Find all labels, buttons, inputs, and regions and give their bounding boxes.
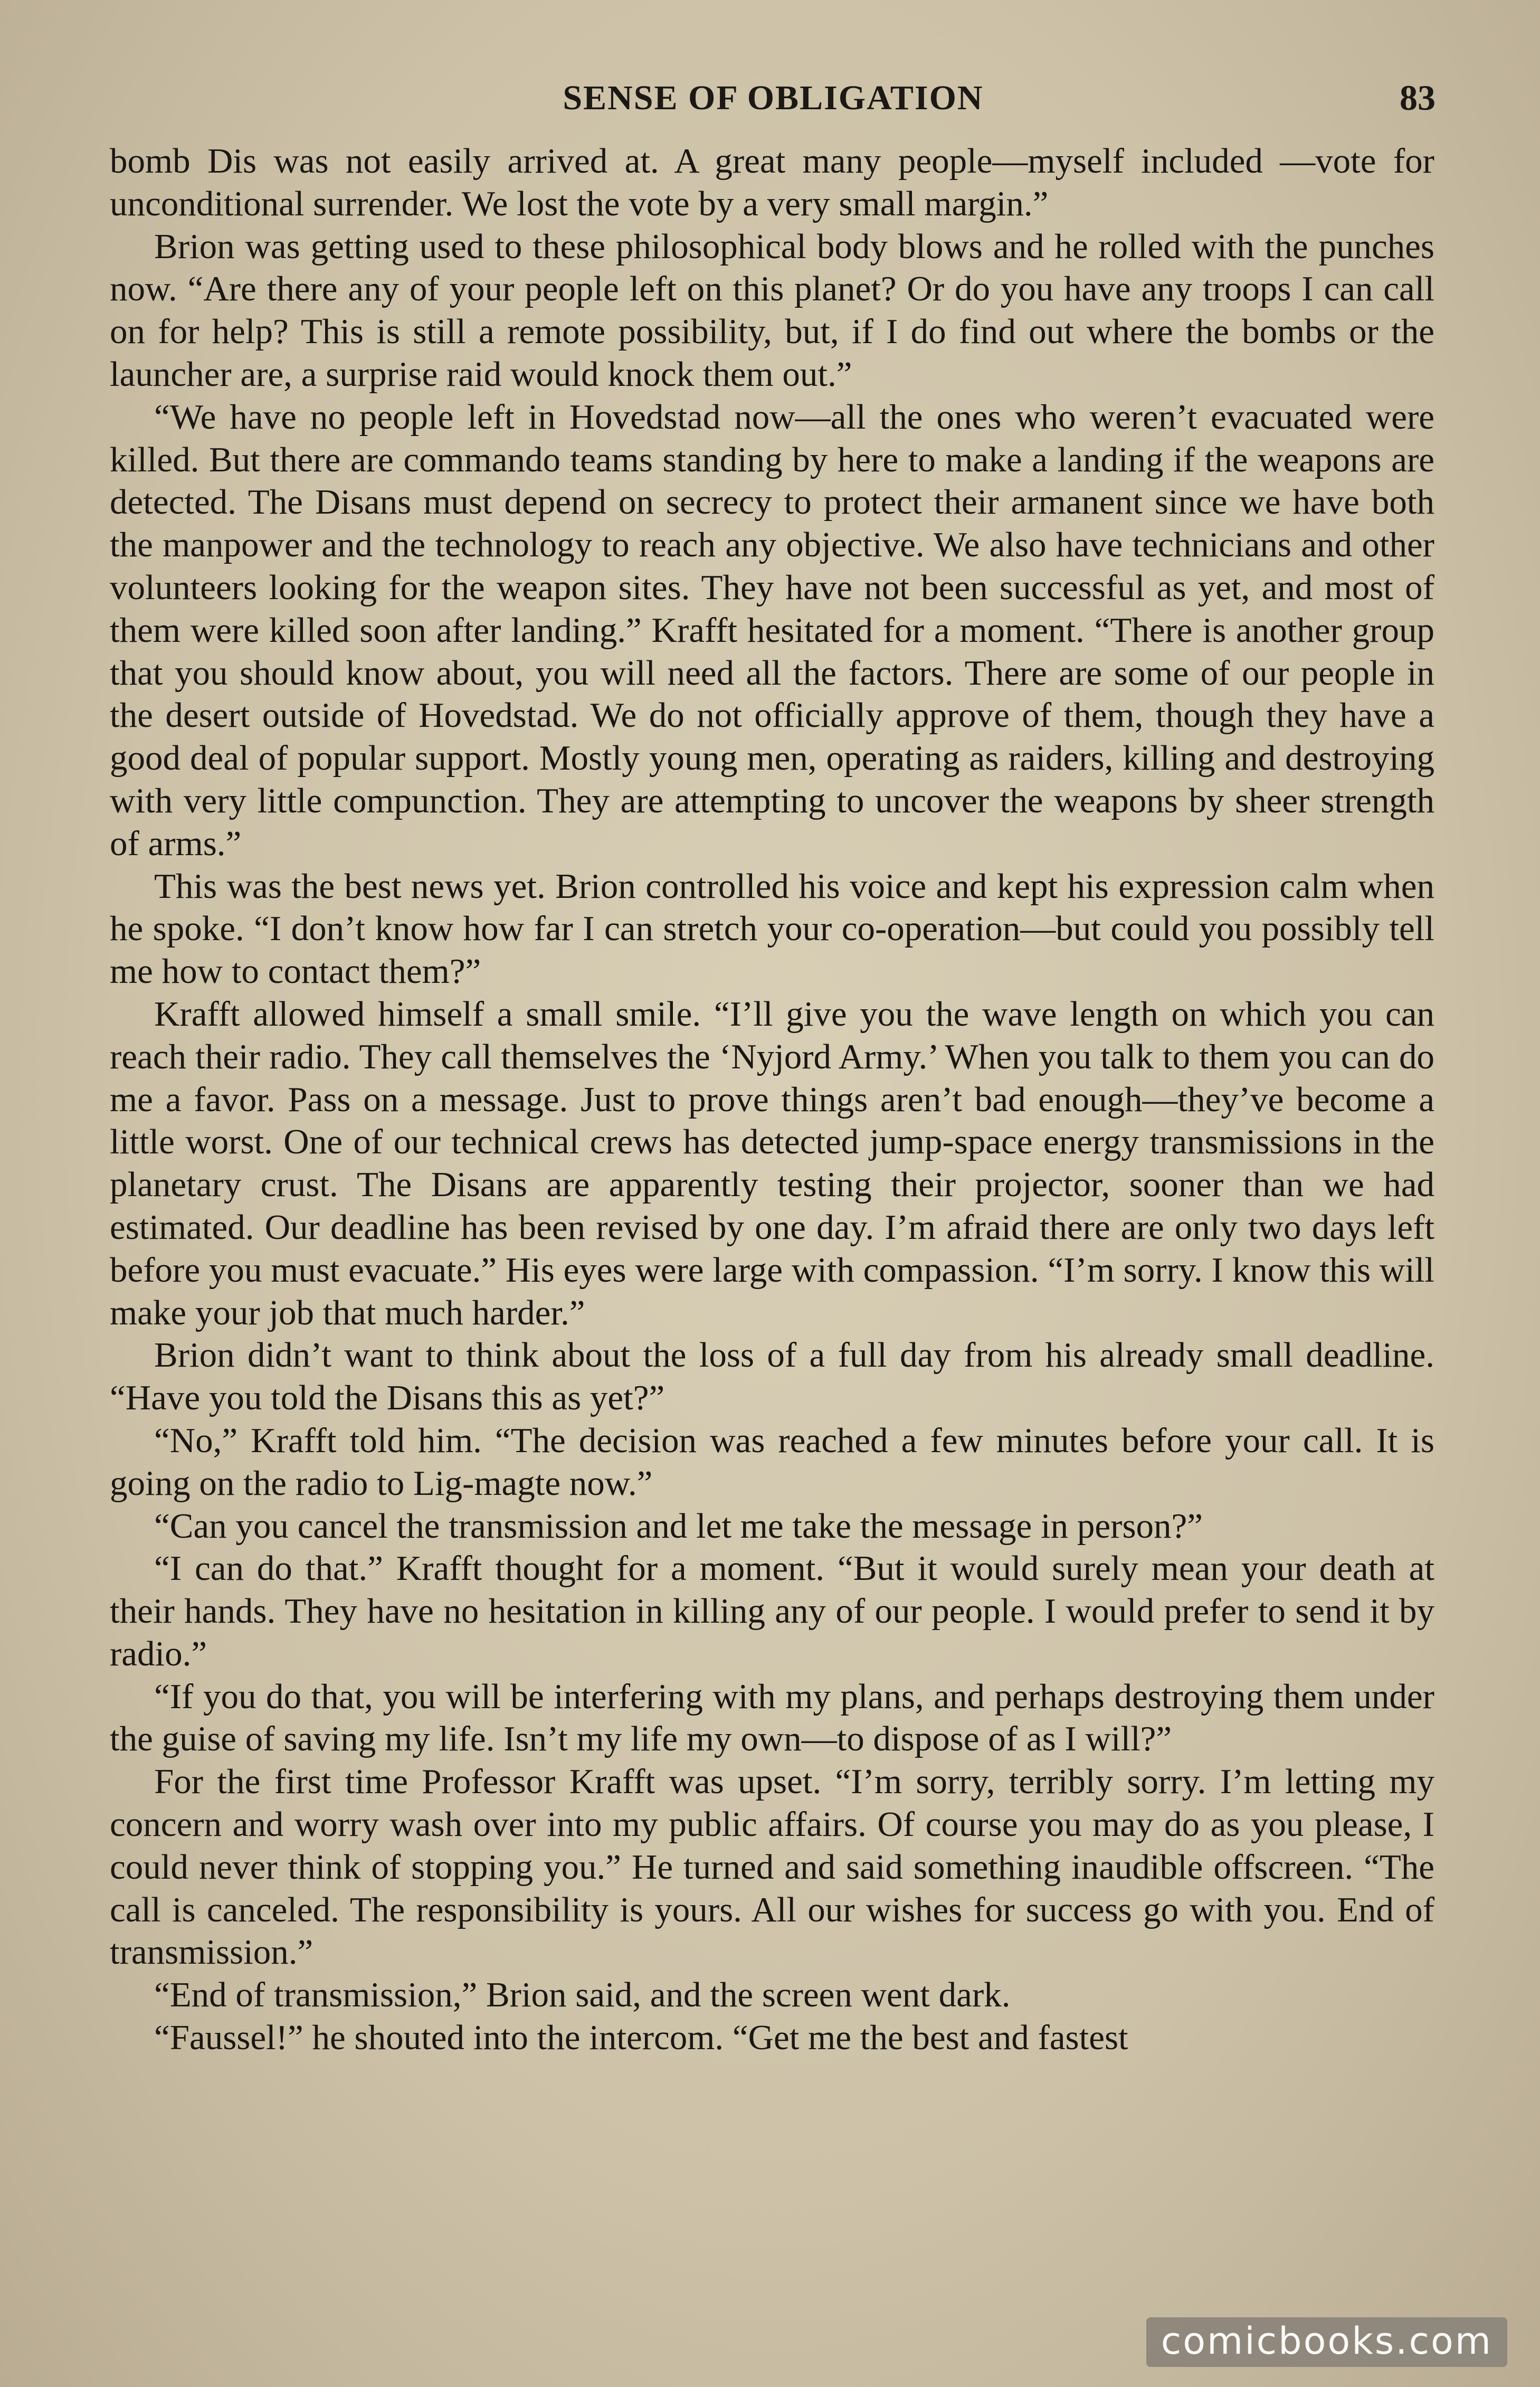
watermark-logo: comicbooks.com — [1146, 2317, 1507, 2367]
page-number: 83 — [1400, 78, 1436, 118]
paragraph: “We have no people left in Hovedstad now—all the ones who weren’t evacuated were killed. But there are commando teams standing by here to make a landing if the weapons are detected. The Disans must depend on secrecy to protect their armanent since we have both the manpower and the technology to reach any objective. We also have technicians and other volunteers looking for the weapon sites. They have not been successful as yet, and most of them were killed soon after landing.” Krafft hesitated for a moment. “There is another group that you should know about, you will need all the factors. There are some of our people in the desert outside of Hovedstad. We do not officially approve of them, though they have a good deal of popular support. Mostly young men, operating as raiders, killing and destroying with very little compunction. They are attempting to uncover the weapons by sheer strength of arms.” — [110, 397, 1434, 863]
paragraph: bomb Dis was not easily arrived at. A great many people—myself included —vote for unconditional surrender. We lost the vote by a very small margin.” — [110, 141, 1434, 223]
paragraph: “No,” Krafft told him. “The decision was reached a few minutes before your call. It is going on the radio to Lig-magte now.” — [110, 1420, 1434, 1503]
paragraph: “End of transmission,” Brion said, and the screen went dark. — [154, 1975, 1011, 2015]
paragraph: This was the best news yet. Brion controlled his voice and kept his expression calm when he spoke. “I don’t know how far I can stretch your co-operation—but could you possibly tell me how to contact them?” — [110, 866, 1434, 991]
paragraph: Krafft allowed himself a small smile. “I’ll give you the wave length on which you can reach their radio. They call themselves the ‘Nyjord Army.’ When you talk to them you can do me a favor. Pass on a message. Just to prove things aren’t bad enough—they’ve become a little worst. One of our technical crews has detected jump-space energy transmissions in the planetary crust. The Disans are apparently testing their projector, sooner than we had estimated. Our deadline has been revised by one day. I’m afraid there are only two days left before you must evacuate.” His eyes were large with compassion. “I’m sorry. I know this will make your job that much harder.” — [110, 994, 1434, 1332]
body-text — [110, 140, 1434, 2059]
paragraph: “Faussel!” he shouted into the intercom. “Get me the best and fastest — [154, 2018, 1128, 2058]
paragraph: For the first time Professor Krafft was upset. “I’m sorry, terribly sorry. I’m letting my concern and worry wash over into my public affairs. Of course you may do as you please, I could never think of stopping you.” He turned and said something inaudible offscreen. “The call is canceled. The responsibility is yours. All our wishes for success go with you. End of transmission.” — [110, 1762, 1434, 1972]
running-title: SENSE OF OBLIGATION — [563, 79, 984, 117]
paragraph: Brion was getting used to these philosophical body blows and he rolled with the punches now. “Are there any of your people left on this planet? Or do you have any troops I can call on for help? This is still a remote possibility, but, if I do find out where the bombs or the launcher are, a surprise raid would knock them out.” — [110, 226, 1434, 394]
paragraph: “I can do that.” Krafft thought for a moment. “But it would surely mean your death at their hands. They have no hesitation in killing any of our people. I would prefer to send it by radio.” — [110, 1549, 1434, 1673]
paragraph: Brion didn’t want to think about the loss of a full day from his already small deadline. “Have you told the Disans this as yet?” — [110, 1335, 1434, 1418]
paragraph: “If you do that, you will be interfering with my plans, and perhaps destroying them under the guise of saving my life. Isn’t my life my own—to dispose of as I will?” — [110, 1676, 1434, 1759]
paragraph: “Can you cancel the transmission and let me take the message in person?” — [154, 1506, 1203, 1546]
page-header — [111, 69, 1436, 127]
